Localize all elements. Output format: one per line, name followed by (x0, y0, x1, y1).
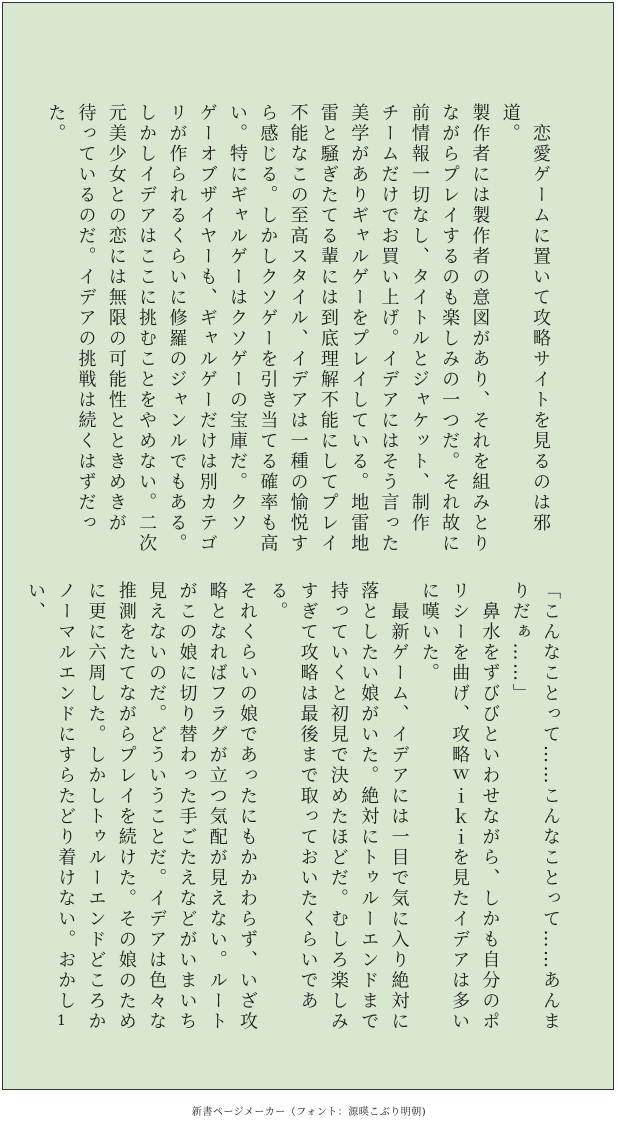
text-line: に更に六周した。しかしトゥルーエンドどころか (85, 581, 107, 1032)
text-line: 前情報一切なし、タイトルとジャケット、制作 (408, 103, 430, 534)
text-line: すぎて攻略は最後まで取っておいたくらいである。 (267, 581, 319, 1012)
text-line: 「こんなことって……こんなことって……あんま (540, 581, 561, 1032)
text-line: 美学がありギャルゲーをプレイしている。地雷地 (348, 103, 370, 554)
text-line: 鼻水をずびびといわせながら、しかも自分のポ (479, 581, 501, 1032)
text-line: い。特にギャルゲーはクソゲーの宝庫だ。クソ (227, 103, 249, 534)
text-line: 略となればフラグが立つ気配が見えない。ルート (206, 581, 228, 1032)
text-line: ノーマルエンドにすらたどり着けない。おかしい、 (24, 581, 77, 1012)
text-line: リが作られるくらいに修羅のジャンルでもある。 (166, 103, 188, 554)
text-line: リシーを曲げ、攻略ｗｉｋｉを見たイデアは多い (449, 581, 471, 1032)
text-line: がこの娘に切り替わった手ごたえなどがいまいち (176, 581, 198, 1032)
top-text-block (40, 103, 555, 563)
text-line: 見えないのだ。どういうことだ。イデアは色々な (146, 581, 168, 1032)
text-line: 元美少女との恋には無限の可能性とときめきが (105, 103, 127, 534)
text-line: ら感じる。しかしクソゲーを引き当てる確率も高 (257, 103, 279, 554)
text-line: に嘆いた。 (418, 581, 440, 684)
text-line: 恋愛ゲームに置いて攻略サイトを見るのは邪道。 (499, 103, 551, 534)
text-line: 不能なこの至高スタイル、イデアは一種の愉悦す (287, 103, 309, 554)
text-line: 持っていくと初見で決めたほどだ。むしろ楽しみ (327, 581, 349, 1032)
text-line: 雷と騒ぎたてる輩には到底理解不能にしてプレイ (317, 103, 339, 554)
text-line: 待っているのだ。イデアの挑戦は続くはずだった。 (45, 103, 97, 534)
text-line: それくらいの娘であったにもかかわらず、いざ攻 (237, 581, 259, 1032)
text-line: チームだけでお買い上げ。イデアにはそう言った (378, 103, 400, 554)
text-line: 製作者には製作者の意図があり、それを組みとり (469, 103, 491, 554)
novel-page (2, 2, 614, 1090)
page-maker-caption: 新書ページメーカー（フォント：源暎こぶり明朝) (191, 1107, 427, 1118)
text-line: しかしイデアはここに挑むことをやめない。二次 (136, 103, 158, 554)
text-line: 落としたい娘がいた。絶対にトゥルーエンドまで (358, 581, 380, 1032)
text-line: りだぁ……」 (509, 581, 531, 704)
text-line: 最新ゲーム、イデアには一目で気に入り絶対に (388, 581, 410, 1032)
text-line: 推測をたてながらプレイを続けた。その娘のため (115, 581, 137, 1032)
text-line: ながらプレイするのも楽しみの一つだ。それ故に (439, 103, 461, 554)
page-number: 1 (57, 1013, 66, 1029)
text-line: ゲーオブザイヤーも、ギャルゲーだけは別カテゴ (196, 103, 218, 554)
bottom-text-block (20, 581, 565, 1041)
